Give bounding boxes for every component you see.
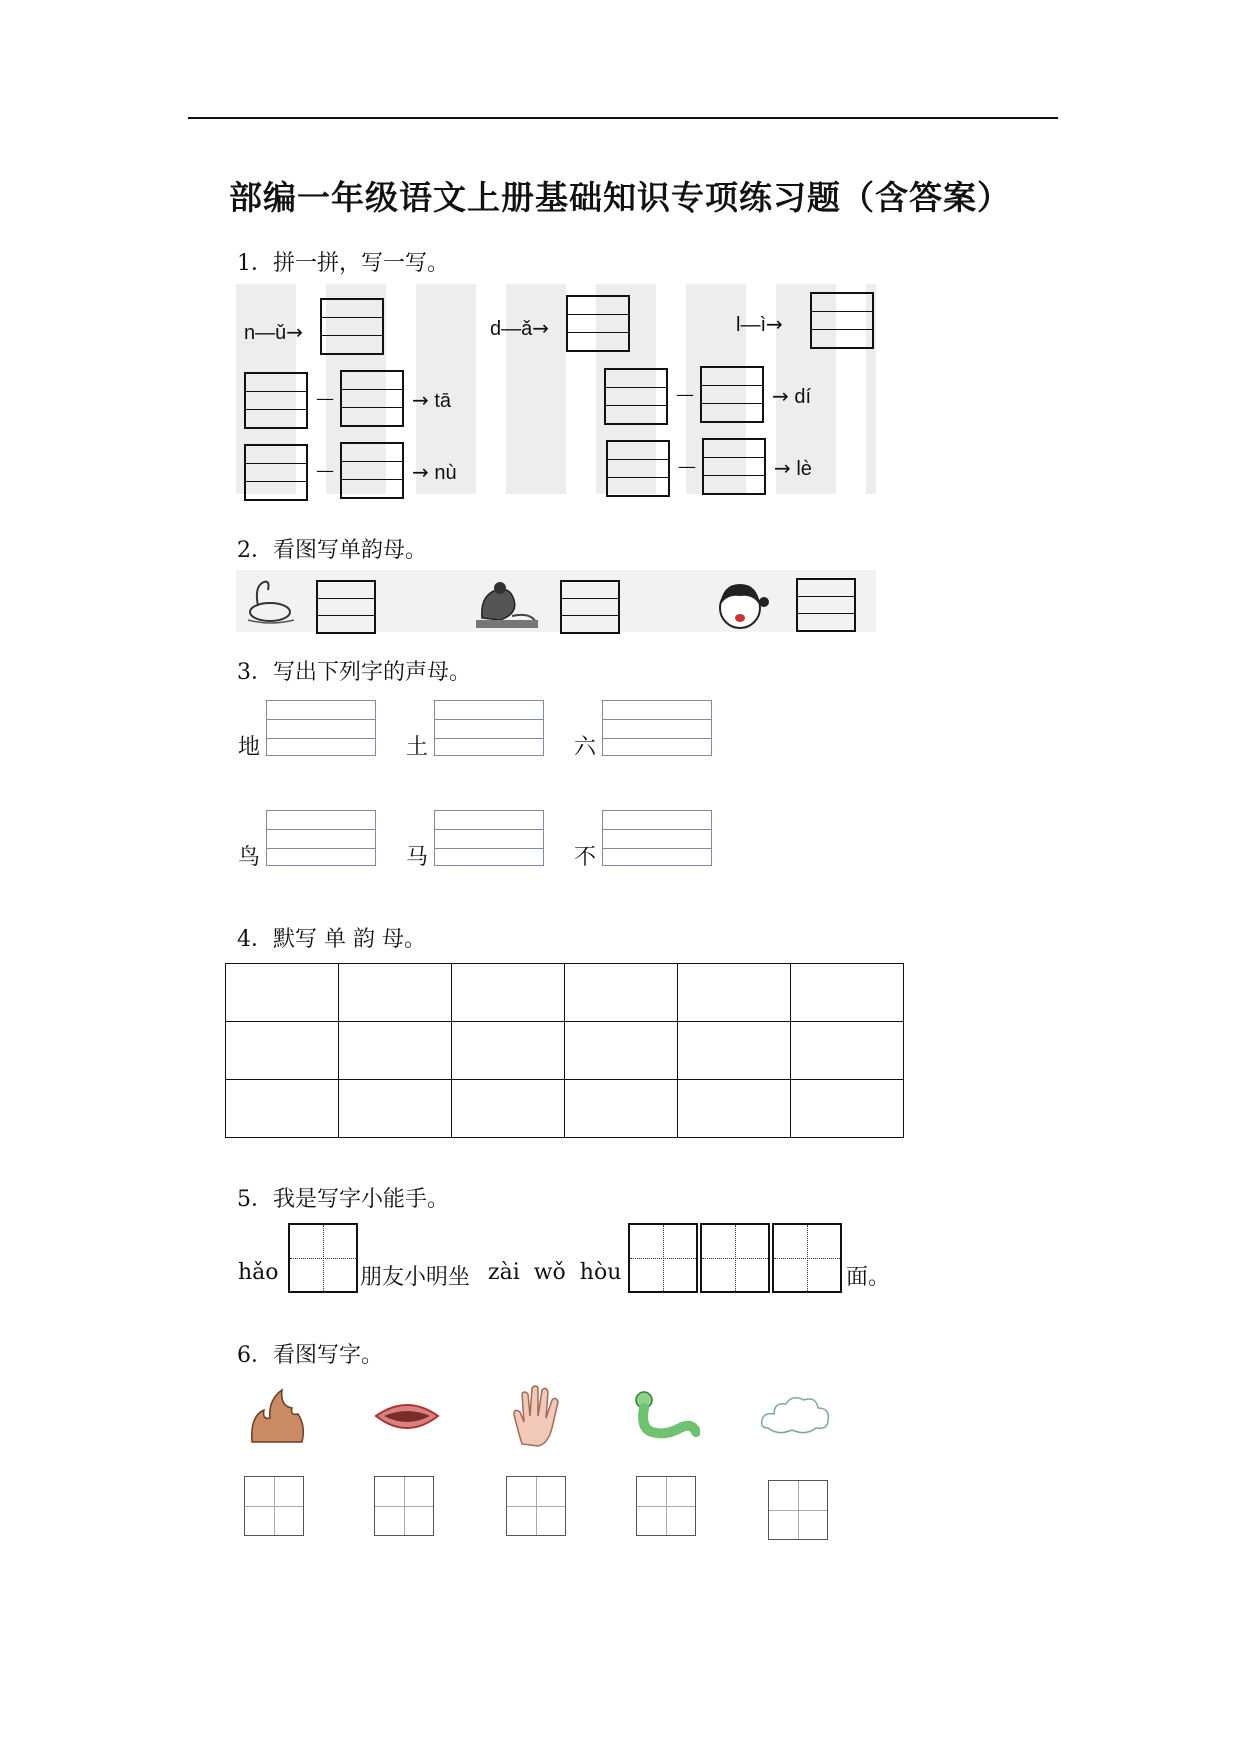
q4-cell[interactable]: [678, 1080, 791, 1138]
q1-reverse-4: → lè: [774, 456, 812, 480]
q5-text-end: 面。: [846, 1265, 891, 1290]
q4-heading: 4．默写 单 韵 母。: [237, 927, 426, 952]
q6-writing-grid[interactable]: [768, 1480, 828, 1540]
q5-writing-grid[interactable]: [628, 1223, 698, 1293]
q4-cell[interactable]: [226, 1080, 339, 1138]
q3-answer-box[interactable]: [434, 700, 544, 756]
q3-answer-box[interactable]: [602, 700, 712, 756]
q2-answer-box[interactable]: [316, 580, 376, 634]
q1-initial-box[interactable]: [606, 440, 670, 497]
goose-icon: [240, 576, 300, 630]
q3-heading: 3．写出下列字的声母。: [237, 660, 471, 685]
q3-char: 马: [406, 845, 429, 870]
q1-answer-box[interactable]: [566, 295, 630, 352]
q1-final-box[interactable]: [702, 438, 766, 495]
q4-cell[interactable]: [565, 964, 678, 1022]
q4-cell[interactable]: [452, 964, 565, 1022]
q4-cell[interactable]: [226, 1022, 339, 1080]
q1-initial-box[interactable]: [244, 444, 308, 501]
q6-heading: 6．看图写字。: [237, 1343, 383, 1368]
q1-answer-box[interactable]: [810, 292, 874, 349]
rooster-icon: [470, 576, 540, 632]
q4-cell[interactable]: [339, 1022, 452, 1080]
q1-final: ǔ: [275, 322, 287, 344]
q1-answer-box[interactable]: [320, 298, 384, 355]
q3-char: 六: [574, 735, 597, 760]
q4-cell[interactable]: [339, 964, 452, 1022]
q6-writing-grid[interactable]: [374, 1476, 434, 1536]
q2-answer-box[interactable]: [560, 580, 620, 634]
q4-cell[interactable]: [452, 1080, 565, 1138]
q1-item-2: d—ǎ→: [490, 316, 550, 340]
q3-char: 地: [238, 735, 261, 760]
q4-answer-grid: [225, 963, 904, 1138]
q4-cell[interactable]: [791, 1080, 904, 1138]
q4-cell[interactable]: [678, 1022, 791, 1080]
q6-writing-grid[interactable]: [506, 1476, 566, 1536]
q4-cell[interactable]: [565, 1080, 678, 1138]
q1-final-box[interactable]: [340, 442, 404, 499]
q4-cell[interactable]: [226, 964, 339, 1022]
q6-writing-grid[interactable]: [244, 1476, 304, 1536]
page-title: 部编一年级语文上册基础知识专项练习题（含答案）: [229, 178, 1011, 217]
q1-initial-box[interactable]: [604, 368, 668, 425]
q3-answer-box[interactable]: [602, 810, 712, 866]
fire-icon: [244, 1386, 314, 1446]
q1-reverse-3: → nù: [412, 460, 457, 484]
q2-heading: 2．看图写单韵母。: [237, 538, 427, 563]
girl-icon: [710, 576, 770, 632]
q4-cell[interactable]: [339, 1080, 452, 1138]
q3-char: 土: [406, 735, 429, 760]
header-rule: [188, 117, 1058, 119]
q5-writing-grid[interactable]: [288, 1223, 358, 1293]
worm-icon: [630, 1388, 700, 1444]
hand-icon: [508, 1384, 568, 1448]
q5-pinyin-2: zài wǒ hòu: [488, 1260, 622, 1285]
q3-char: 鸟: [238, 845, 261, 870]
q4-cell[interactable]: [791, 1022, 904, 1080]
q1-item-1: n—ǔ→: [244, 320, 304, 344]
q6-writing-grid[interactable]: [636, 1476, 696, 1536]
q4-cell[interactable]: [678, 964, 791, 1022]
q1-reverse-1: → tā: [412, 388, 452, 412]
q1-initial: n: [244, 322, 256, 344]
q5-pinyin-1: hǎo: [238, 1260, 279, 1285]
q1-reverse-2: → dí: [772, 384, 812, 408]
q1-final-box[interactable]: [340, 370, 404, 427]
q3-answer-box[interactable]: [266, 810, 376, 866]
q2-answer-box[interactable]: [796, 578, 856, 632]
q4-cell[interactable]: [791, 964, 904, 1022]
q5-writing-grid[interactable]: [772, 1223, 842, 1293]
q5-text-middle: 朋友小明坐: [360, 1265, 471, 1290]
q4-cell[interactable]: [565, 1022, 678, 1080]
q1-heading: 1．拼一拼，写一写。: [237, 251, 449, 276]
q1-item-3: l—ì→: [736, 312, 783, 336]
mouth-icon: [372, 1392, 442, 1442]
q5-heading: 5．我是写字小能手。: [237, 1187, 449, 1212]
q3-answer-box[interactable]: [266, 700, 376, 756]
q1-initial-box[interactable]: [244, 372, 308, 429]
q3-answer-box[interactable]: [434, 810, 544, 866]
q5-writing-grid[interactable]: [700, 1223, 770, 1293]
q3-char: 不: [574, 845, 597, 870]
q1-final-box[interactable]: [700, 366, 764, 423]
q4-cell[interactable]: [452, 1022, 565, 1080]
cloud-icon: [758, 1392, 834, 1440]
